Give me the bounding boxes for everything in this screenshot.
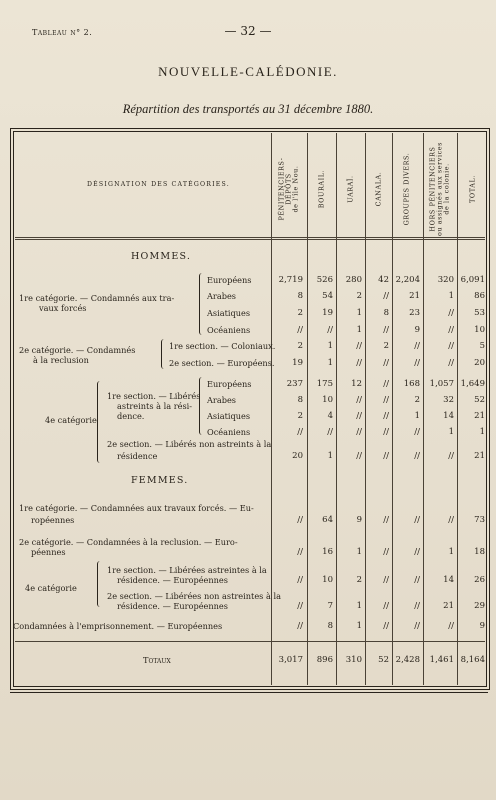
cell-h4_asi-1: 4: [327, 411, 333, 421]
cell-h4_oce-0: //: [297, 427, 303, 437]
cell-f1-0: //: [297, 515, 303, 525]
cell-h2_col-5: //: [448, 341, 454, 351]
cell-h4_ara-0: 8: [297, 395, 303, 405]
distribution-table: [10, 128, 490, 690]
row-label: Arabes: [207, 291, 236, 301]
brace: [199, 377, 206, 435]
cell-h2_eur-6: 20: [474, 358, 485, 368]
row-label: Arabes: [207, 395, 236, 405]
cell-h1_asi-6: 53: [474, 308, 485, 318]
cell-h2_eur-4: //: [414, 358, 420, 368]
totals-rule: [15, 641, 485, 642]
column-divider: [271, 133, 272, 685]
column-divider: [457, 133, 458, 685]
row-label: Asiatiques: [207, 411, 251, 421]
row-label: 1re section. — Libérées astreintes à la: [107, 565, 267, 575]
cell-h4_eur-5: 1,057: [429, 379, 454, 389]
row-label: 2e catégorie. — Condamnées à la reclusion. — Euro-: [19, 537, 238, 547]
cell-h4_s2-0: 20: [292, 451, 303, 461]
cell-h4_s2-2: //: [356, 451, 362, 461]
column-divider: [365, 133, 366, 685]
cell-h4_s2-6: 21: [474, 451, 485, 461]
cell-h1_eur-0: 2,719: [278, 275, 303, 285]
cell-totals-3: 52: [378, 655, 389, 665]
row-label: résidence: [117, 451, 158, 461]
brace: [161, 339, 168, 369]
cell-h4_asi-5: 14: [443, 411, 454, 421]
cell-h4_eur-1: 175: [316, 379, 333, 389]
cell-h1_eur-6: 6,091: [460, 275, 485, 285]
row-label: 2e section. — Libérés non astreints à la: [107, 439, 272, 449]
row-label: Asiatiques: [207, 308, 251, 318]
cell-f_emp-5: //: [448, 621, 454, 631]
cell-h1_asi-0: 2: [297, 308, 303, 318]
cell-f_emp-4: //: [414, 621, 420, 631]
cell-h4_ara-4: 2: [414, 395, 420, 405]
cell-h1_eur-4: 2,204: [395, 275, 420, 285]
brace: [97, 381, 104, 463]
cell-h4_oce-3: //: [383, 427, 389, 437]
cell-h2_eur-1: 1: [327, 358, 333, 368]
cell-h1_oce-2: 1: [356, 325, 362, 335]
row-label: astreints à la rési-: [117, 401, 193, 411]
cell-h1_eur-3: 42: [378, 275, 389, 285]
cell-h4_asi-4: 1: [414, 411, 420, 421]
cell-h4_ara-6: 52: [474, 395, 485, 405]
row-label: Condamnées à l'emprisonnement. — Européennes: [13, 621, 223, 631]
row-label: 2e section. — Européens.: [169, 358, 275, 368]
cell-totals-5: 1,461: [429, 655, 454, 665]
cell-h4_eur-2: 12: [351, 379, 362, 389]
cell-h4_ara-3: //: [383, 395, 389, 405]
section-hommes: HOMMES.: [131, 251, 192, 262]
bottom-rule: [10, 692, 488, 693]
cell-h1_ara-0: 8: [297, 291, 303, 301]
cell-f4_s2-3: //: [383, 601, 389, 611]
cell-h1_ara-1: 54: [322, 291, 333, 301]
cell-f1-4: //: [414, 515, 420, 525]
cell-h1_asi-1: 19: [322, 308, 333, 318]
row-label: 4e catégorie: [45, 415, 97, 425]
cell-h2_col-4: //: [414, 341, 420, 351]
cell-h2_col-3: 2: [383, 341, 389, 351]
cell-h1_eur-5: 320: [437, 275, 454, 285]
brace: [97, 561, 104, 607]
page-number: — 32 —: [224, 24, 272, 38]
cell-totals-0: 3,017: [278, 655, 303, 665]
cell-f1-6: 73: [474, 515, 485, 525]
column-divider: [336, 133, 337, 685]
cell-f2-1: 16: [322, 547, 333, 557]
column-header-groupes: GROUPES DIVERS.: [402, 152, 411, 226]
column-divider: [307, 133, 308, 685]
cell-h1_ara-3: //: [383, 291, 389, 301]
cell-totals-2: 310: [345, 655, 362, 665]
cell-h4_eur-4: 168: [403, 379, 420, 389]
cell-h1_asi-4: 23: [409, 308, 420, 318]
cell-f1-5: //: [448, 515, 454, 525]
brace: [199, 273, 206, 335]
cell-h4_oce-4: //: [414, 427, 420, 437]
row-label: résidence. — Européennes: [117, 601, 228, 611]
cell-h1_oce-4: 9: [414, 325, 420, 335]
cell-h1_ara-5: 1: [448, 291, 454, 301]
page-subtitle: Répartition des transportés au 31 décembre 1880.: [122, 102, 374, 116]
column-header-nou: [279, 139, 299, 239]
cell-f2-0: //: [297, 547, 303, 557]
cell-f2-4: //: [414, 547, 420, 557]
row-label: à la reclusion: [33, 355, 89, 365]
cell-h1_ara-6: 86: [474, 291, 485, 301]
cell-h1_oce-0: //: [297, 325, 303, 335]
cell-h4_s2-1: 1: [327, 451, 333, 461]
row-label: Océaniens: [207, 427, 251, 437]
cell-h2_eur-5: //: [448, 358, 454, 368]
cell-h4_asi-0: 2: [297, 411, 303, 421]
cell-h1_oce-1: //: [327, 325, 333, 335]
column-header-line: PÉNITENCIERS-: [277, 157, 286, 221]
cell-f1-1: 64: [322, 515, 333, 525]
row-label: Européens: [207, 379, 252, 389]
cell-h2_eur-2: //: [356, 358, 362, 368]
cell-f_emp-2: 1: [356, 621, 362, 631]
column-header-total: TOTAL.: [468, 175, 477, 203]
row-label: Européens: [207, 275, 252, 285]
cell-h2_eur-3: //: [383, 358, 389, 368]
row-label: résidence. — Européennes: [117, 575, 228, 585]
row-label: vaux forcés: [39, 303, 87, 313]
cell-h4_asi-3: //: [383, 411, 389, 421]
section-femmes: FEMMES.: [131, 475, 189, 486]
cell-f2-5: 1: [448, 547, 454, 557]
cell-h1_oce-3: //: [383, 325, 389, 335]
column-header-line: HORS PÉNITENCIERS: [428, 146, 437, 232]
row-label: 2e section. — Libérées non astreintes à la: [107, 591, 281, 601]
cell-totals-4: 2,428: [395, 655, 420, 665]
page-title: NOUVELLE-CALÉDONIE.: [158, 64, 338, 79]
row-label: ropéennes: [31, 515, 75, 525]
cell-h2_col-1: 1: [327, 341, 333, 351]
row-label: 4e catégorie: [25, 583, 77, 593]
column-header-line: ou assignés aux services: [435, 141, 444, 237]
cell-h1_oce-6: 10: [474, 325, 485, 335]
column-header-line: DÉPÔTS: [284, 173, 293, 205]
column-header-hors-penitenciers: [430, 139, 450, 239]
column-divider: [423, 133, 424, 685]
row-label: 1re section. — Libérés: [107, 391, 201, 401]
cell-f4_s1-5: 14: [443, 575, 454, 585]
cell-f4_s1-1: 10: [322, 575, 333, 585]
cell-h4_s2-4: //: [414, 451, 420, 461]
cell-h4_ara-2: //: [356, 395, 362, 405]
row-label: péennes: [31, 547, 66, 557]
cell-h1_eur-2: 280: [345, 275, 362, 285]
cell-totals-1: 896: [316, 655, 333, 665]
cell-h4_eur-6: 1,649: [460, 379, 485, 389]
cell-h4_asi-2: //: [356, 411, 362, 421]
cell-f_emp-3: //: [383, 621, 389, 631]
cell-f2-6: 18: [474, 547, 485, 557]
cell-f4_s2-1: 7: [327, 601, 333, 611]
column-header-line: de l'île Nou.: [291, 165, 300, 213]
cell-h4_eur-3: //: [383, 379, 389, 389]
cell-h4_ara-1: 10: [322, 395, 333, 405]
cell-f_emp-0: //: [297, 621, 303, 631]
cell-h1_eur-1: 526: [316, 275, 333, 285]
row-label: 1re catégorie. — Condamnées aux travaux forcés. — Eu-: [19, 503, 254, 513]
cell-h2_col-6: 5: [479, 341, 485, 351]
cell-f_emp-6: 9: [479, 621, 485, 631]
cell-h4_s2-3: //: [383, 451, 389, 461]
cell-h2_col-2: //: [356, 341, 362, 351]
row-label: 2e catégorie. — Condamnés: [19, 345, 136, 355]
designation-header: DÉSIGNATION DES CATÉGORIES.: [87, 181, 230, 188]
row-label: 1re catégorie. — Condamnés aux tra-: [19, 293, 175, 303]
cell-h1_ara-4: 21: [409, 291, 420, 301]
cell-h2_col-0: 2: [297, 341, 303, 351]
cell-f4_s1-4: //: [414, 575, 420, 585]
cell-f4_s2-5: 21: [443, 601, 454, 611]
cell-h1_ara-2: 2: [356, 291, 362, 301]
cell-f4_s1-3: //: [383, 575, 389, 585]
cell-f4_s1-0: //: [297, 575, 303, 585]
column-header-canala: CANALA.: [374, 171, 383, 207]
totals-label: Totaux: [143, 655, 171, 665]
row-label: dence.: [117, 411, 145, 421]
cell-h4_oce-6: 1: [479, 427, 485, 437]
cell-h1_asi-2: 1: [356, 308, 362, 318]
cell-f4_s2-0: //: [297, 601, 303, 611]
cell-f_emp-1: 8: [327, 621, 333, 631]
cell-f4_s1-2: 2: [356, 575, 362, 585]
cell-f2-3: //: [383, 547, 389, 557]
cell-f2-2: 1: [356, 547, 362, 557]
cell-h4_oce-1: //: [327, 427, 333, 437]
cell-h4_oce-2: //: [356, 427, 362, 437]
row-label: Océaniens: [207, 325, 251, 335]
cell-f4_s2-4: //: [414, 601, 420, 611]
cell-h1_asi-5: //: [448, 308, 454, 318]
cell-f4_s2-2: 1: [356, 601, 362, 611]
cell-totals-6: 8,164: [460, 655, 485, 665]
cell-h1_oce-5: //: [448, 325, 454, 335]
row-label: 1re section. — Coloniaux.: [169, 341, 276, 351]
cell-f4_s1-6: 26: [474, 575, 485, 585]
cell-h2_eur-0: 19: [292, 358, 303, 368]
cell-h4_oce-5: 1: [448, 427, 454, 437]
column-header-bourail: BOURAIL.: [317, 169, 326, 209]
cell-h4_s2-5: //: [448, 451, 454, 461]
table-number: Tableau n° 2.: [32, 28, 93, 37]
cell-f1-3: //: [383, 515, 389, 525]
column-header-line: de la colonie.: [442, 163, 451, 215]
cell-h4_asi-6: 21: [474, 411, 485, 421]
column-header-uarai: UARAÏ.: [346, 175, 355, 203]
cell-h4_eur-0: 237: [286, 379, 303, 389]
cell-h4_ara-5: 32: [443, 395, 454, 405]
cell-h1_asi-3: 8: [383, 308, 389, 318]
cell-f1-2: 9: [356, 515, 362, 525]
cell-f4_s2-6: 29: [474, 601, 485, 611]
column-divider: [392, 133, 393, 685]
